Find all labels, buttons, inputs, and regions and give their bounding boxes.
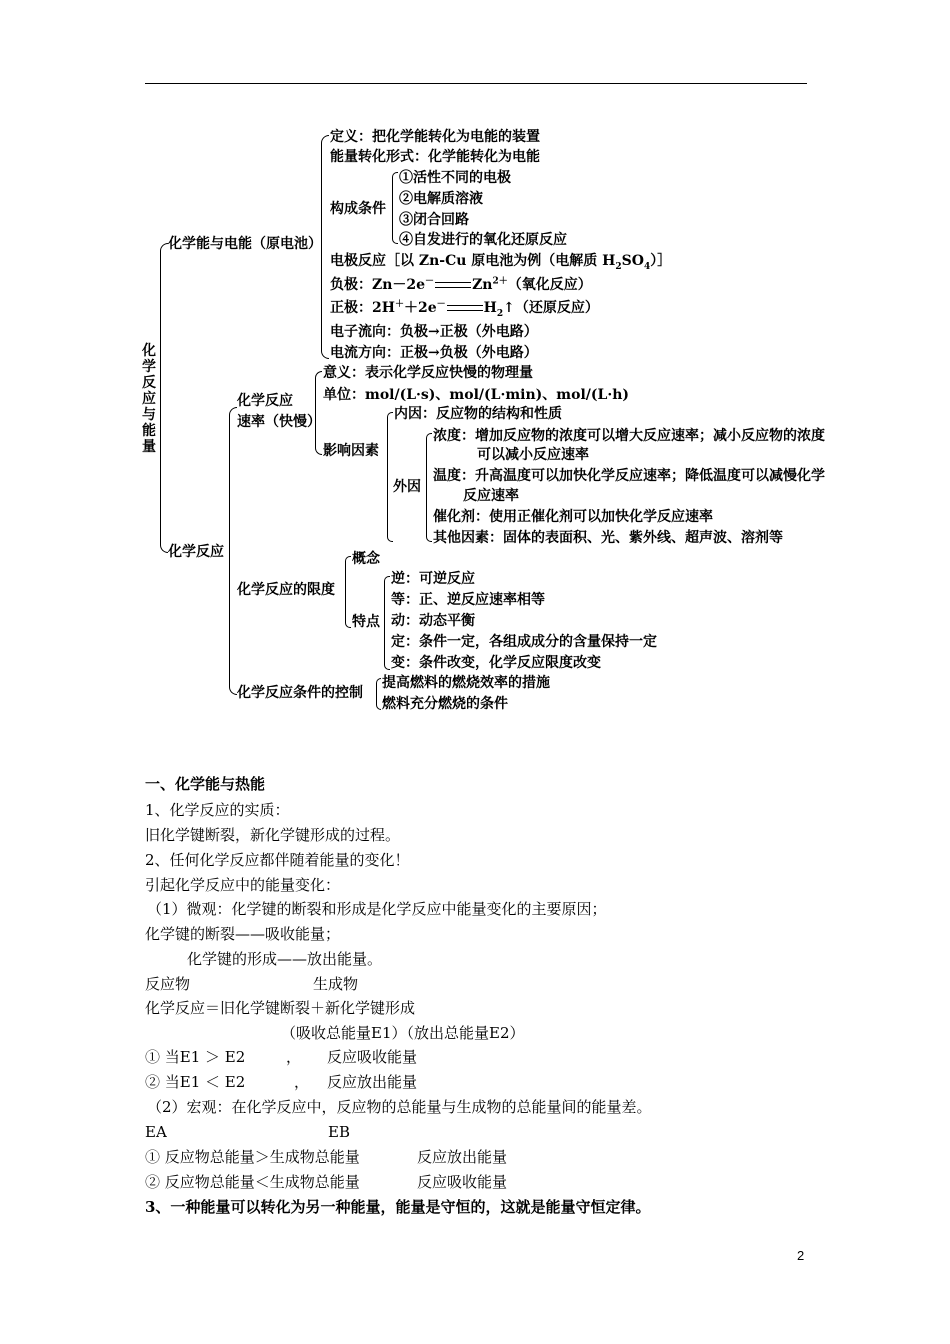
branch-electricity-brace <box>321 135 329 359</box>
other-factors-line: 其他因素：固体的表面积、光、紫外线、超声波、溶剂等 <box>433 530 783 546</box>
branch-reaction-brace <box>229 407 237 695</box>
features-brace <box>384 576 390 670</box>
note-line: 化学键的形成——放出能量。 <box>187 950 383 968</box>
branch-reaction-title: 化学反应 <box>168 544 224 560</box>
feature-item: 定：条件一定，各组成成分的含量保持一定 <box>391 634 657 650</box>
formula-text: （氧化反应） <box>507 277 592 293</box>
temperature-line: 反应速率 <box>463 488 519 504</box>
note-line: （2）宏观：在化学反应中，反应物的总能量与生成物的总能量间的能量差。 <box>147 1098 652 1116</box>
condition-item: ④自发进行的氧化还原反应 <box>399 232 567 248</box>
charge-superscript: 2＋ <box>492 276 508 287</box>
electrode-reaction-line <box>330 252 671 270</box>
rate-meaning: 意义：表示化学反应快慢的物理量 <box>323 365 533 381</box>
note-line: ， <box>286 1048 302 1066</box>
h2so4-subscript: 4 <box>643 261 651 272</box>
note-line: 化学反应＝旧化学键断裂＋新化学键形成 <box>145 999 416 1017</box>
condition-item: ②电解质溶液 <box>399 191 483 207</box>
note-line: 3、一种能量可以转化为另一种能量，能量是守恒的，这就是能量守恒定律。 <box>145 1198 651 1216</box>
concept-label: 概念 <box>352 551 380 567</box>
concentration-line: 浓度：增加反应物的浓度可以增大反应速率；减小反应物的浓度 <box>433 428 825 444</box>
note-line: 引起化学反应中的能量变化： <box>145 876 341 894</box>
external-brace <box>426 433 432 542</box>
electrode-text: 电极反应［以 Zn-Cu 原电池为例（电解质 H <box>330 253 616 269</box>
feature-item: 等：正、逆反应速率相等 <box>391 592 545 608</box>
root-brace <box>160 243 168 553</box>
equals-arrow <box>447 305 483 311</box>
note-line: （1）微观：化学键的断裂和形成是化学反应中能量变化的主要原因； <box>147 900 607 918</box>
electron-flow-line: 电子流向：负极→正极（外电路） <box>330 324 538 340</box>
control-brace <box>376 678 381 710</box>
limit-brace <box>345 556 351 628</box>
note-line: 反应放出能量 <box>417 1148 508 1166</box>
temperature-line: 温度：升高温度可以加快化学反应速率；降低温度可以减慢化学 <box>433 468 825 484</box>
definition-line: 定义：把化学能转化为电能的装置 <box>330 129 540 145</box>
feature-item: 变：条件改变，化学反应限度改变 <box>391 655 601 671</box>
negative-electrode-line <box>330 276 592 294</box>
conditions-brace <box>392 172 398 244</box>
note-line: 反应物 <box>145 975 191 993</box>
note-line: （吸收总能量E1）（放出总能量E2） <box>281 1024 525 1042</box>
h2so4-subscript: 2 <box>615 261 622 272</box>
branch-electricity-title: 化学能与电能（原电池） <box>168 236 322 252</box>
rate-title: 化学反应 <box>237 393 293 409</box>
note-line: 1、化学反应的实质： <box>145 801 290 819</box>
concentration-line: 可以减小反应速率 <box>477 447 589 463</box>
note-line: ② 当E1 ＜ E2 <box>145 1073 246 1091</box>
note-line: EA <box>145 1123 167 1141</box>
formula-text: 正极：2H <box>330 300 395 316</box>
section-title: 一、化学能与热能 <box>145 775 266 793</box>
rate-brace <box>315 371 322 455</box>
control-title: 化学反应条件的控制 <box>237 685 363 701</box>
note-line: ② 反应物总能量＜生成物总能量 <box>145 1173 360 1191</box>
control-item: 提高燃料的燃烧效率的措施 <box>382 675 550 691</box>
charge-superscript: － <box>425 276 435 287</box>
rate-unit: 单位：mol/(L·s)、mol/(L·min)、mol/(L·h) <box>323 387 630 403</box>
conversion-line: 能量转化形式：化学能转化为电能 <box>330 149 540 165</box>
external-label: 外因 <box>393 479 421 495</box>
rate-title: 速率（快慢） <box>237 414 321 430</box>
formula-text: 负极：Zn－2e <box>330 277 426 293</box>
current-flow-line: 电流方向：正极→负极（外电路） <box>330 345 538 361</box>
charge-superscript: ＋ <box>394 299 404 310</box>
conditions-label: 构成条件 <box>330 201 386 217</box>
limit-title: 化学反应的限度 <box>237 582 335 598</box>
condition-item: ①活性不同的电极 <box>399 170 511 186</box>
note-line: 2、任何化学反应都伴随着能量的变化！ <box>145 851 410 869</box>
note-line: 生成物 <box>313 975 359 993</box>
note-line: ， <box>294 1073 310 1091</box>
note-line: 旧化学键断裂，新化学键形成的过程。 <box>145 826 401 844</box>
h2-subscript: 2 <box>496 308 504 319</box>
note-line: 化学键的断裂——吸收能量； <box>145 925 341 943</box>
positive-electrode-line <box>330 299 599 317</box>
charge-superscript: － <box>436 299 446 310</box>
note-line: 反应放出能量 <box>327 1073 418 1091</box>
electrode-text: ）］ <box>650 253 672 269</box>
catalyst-line: 催化剂：使用正催化剂可以加快化学反应速率 <box>433 509 713 525</box>
note-line: ① 当E1 ＞ E2 <box>145 1048 246 1066</box>
electrode-text: SO <box>621 253 644 269</box>
features-label: 特点 <box>352 614 380 630</box>
root-label: 化学反应与能量 <box>142 343 156 455</box>
internal-factor: 内因：反应物的结构和性质 <box>394 406 562 422</box>
feature-item: 逆：可逆反应 <box>391 571 475 587</box>
header-rule <box>145 83 807 84</box>
note-line: 反应吸收能量 <box>417 1173 508 1191</box>
formula-text: ↑（还原反应） <box>503 300 599 316</box>
condition-item: ③闭合回路 <box>399 212 469 228</box>
factors-label: 影响因素 <box>323 443 379 459</box>
formula-text: H <box>483 300 497 316</box>
feature-item: 动：动态平衡 <box>391 613 475 629</box>
factors-brace <box>387 412 393 542</box>
note-line: 反应吸收能量 <box>327 1048 418 1066</box>
page-number: 2 <box>797 1248 805 1263</box>
control-item: 燃料充分燃烧的条件 <box>382 696 508 712</box>
note-line: EB <box>328 1123 350 1141</box>
formula-text: ＋2e <box>403 300 437 316</box>
note-line: ① 反应物总能量＞生成物总能量 <box>145 1148 360 1166</box>
equals-arrow <box>435 282 471 288</box>
formula-text: Zn <box>472 277 493 293</box>
